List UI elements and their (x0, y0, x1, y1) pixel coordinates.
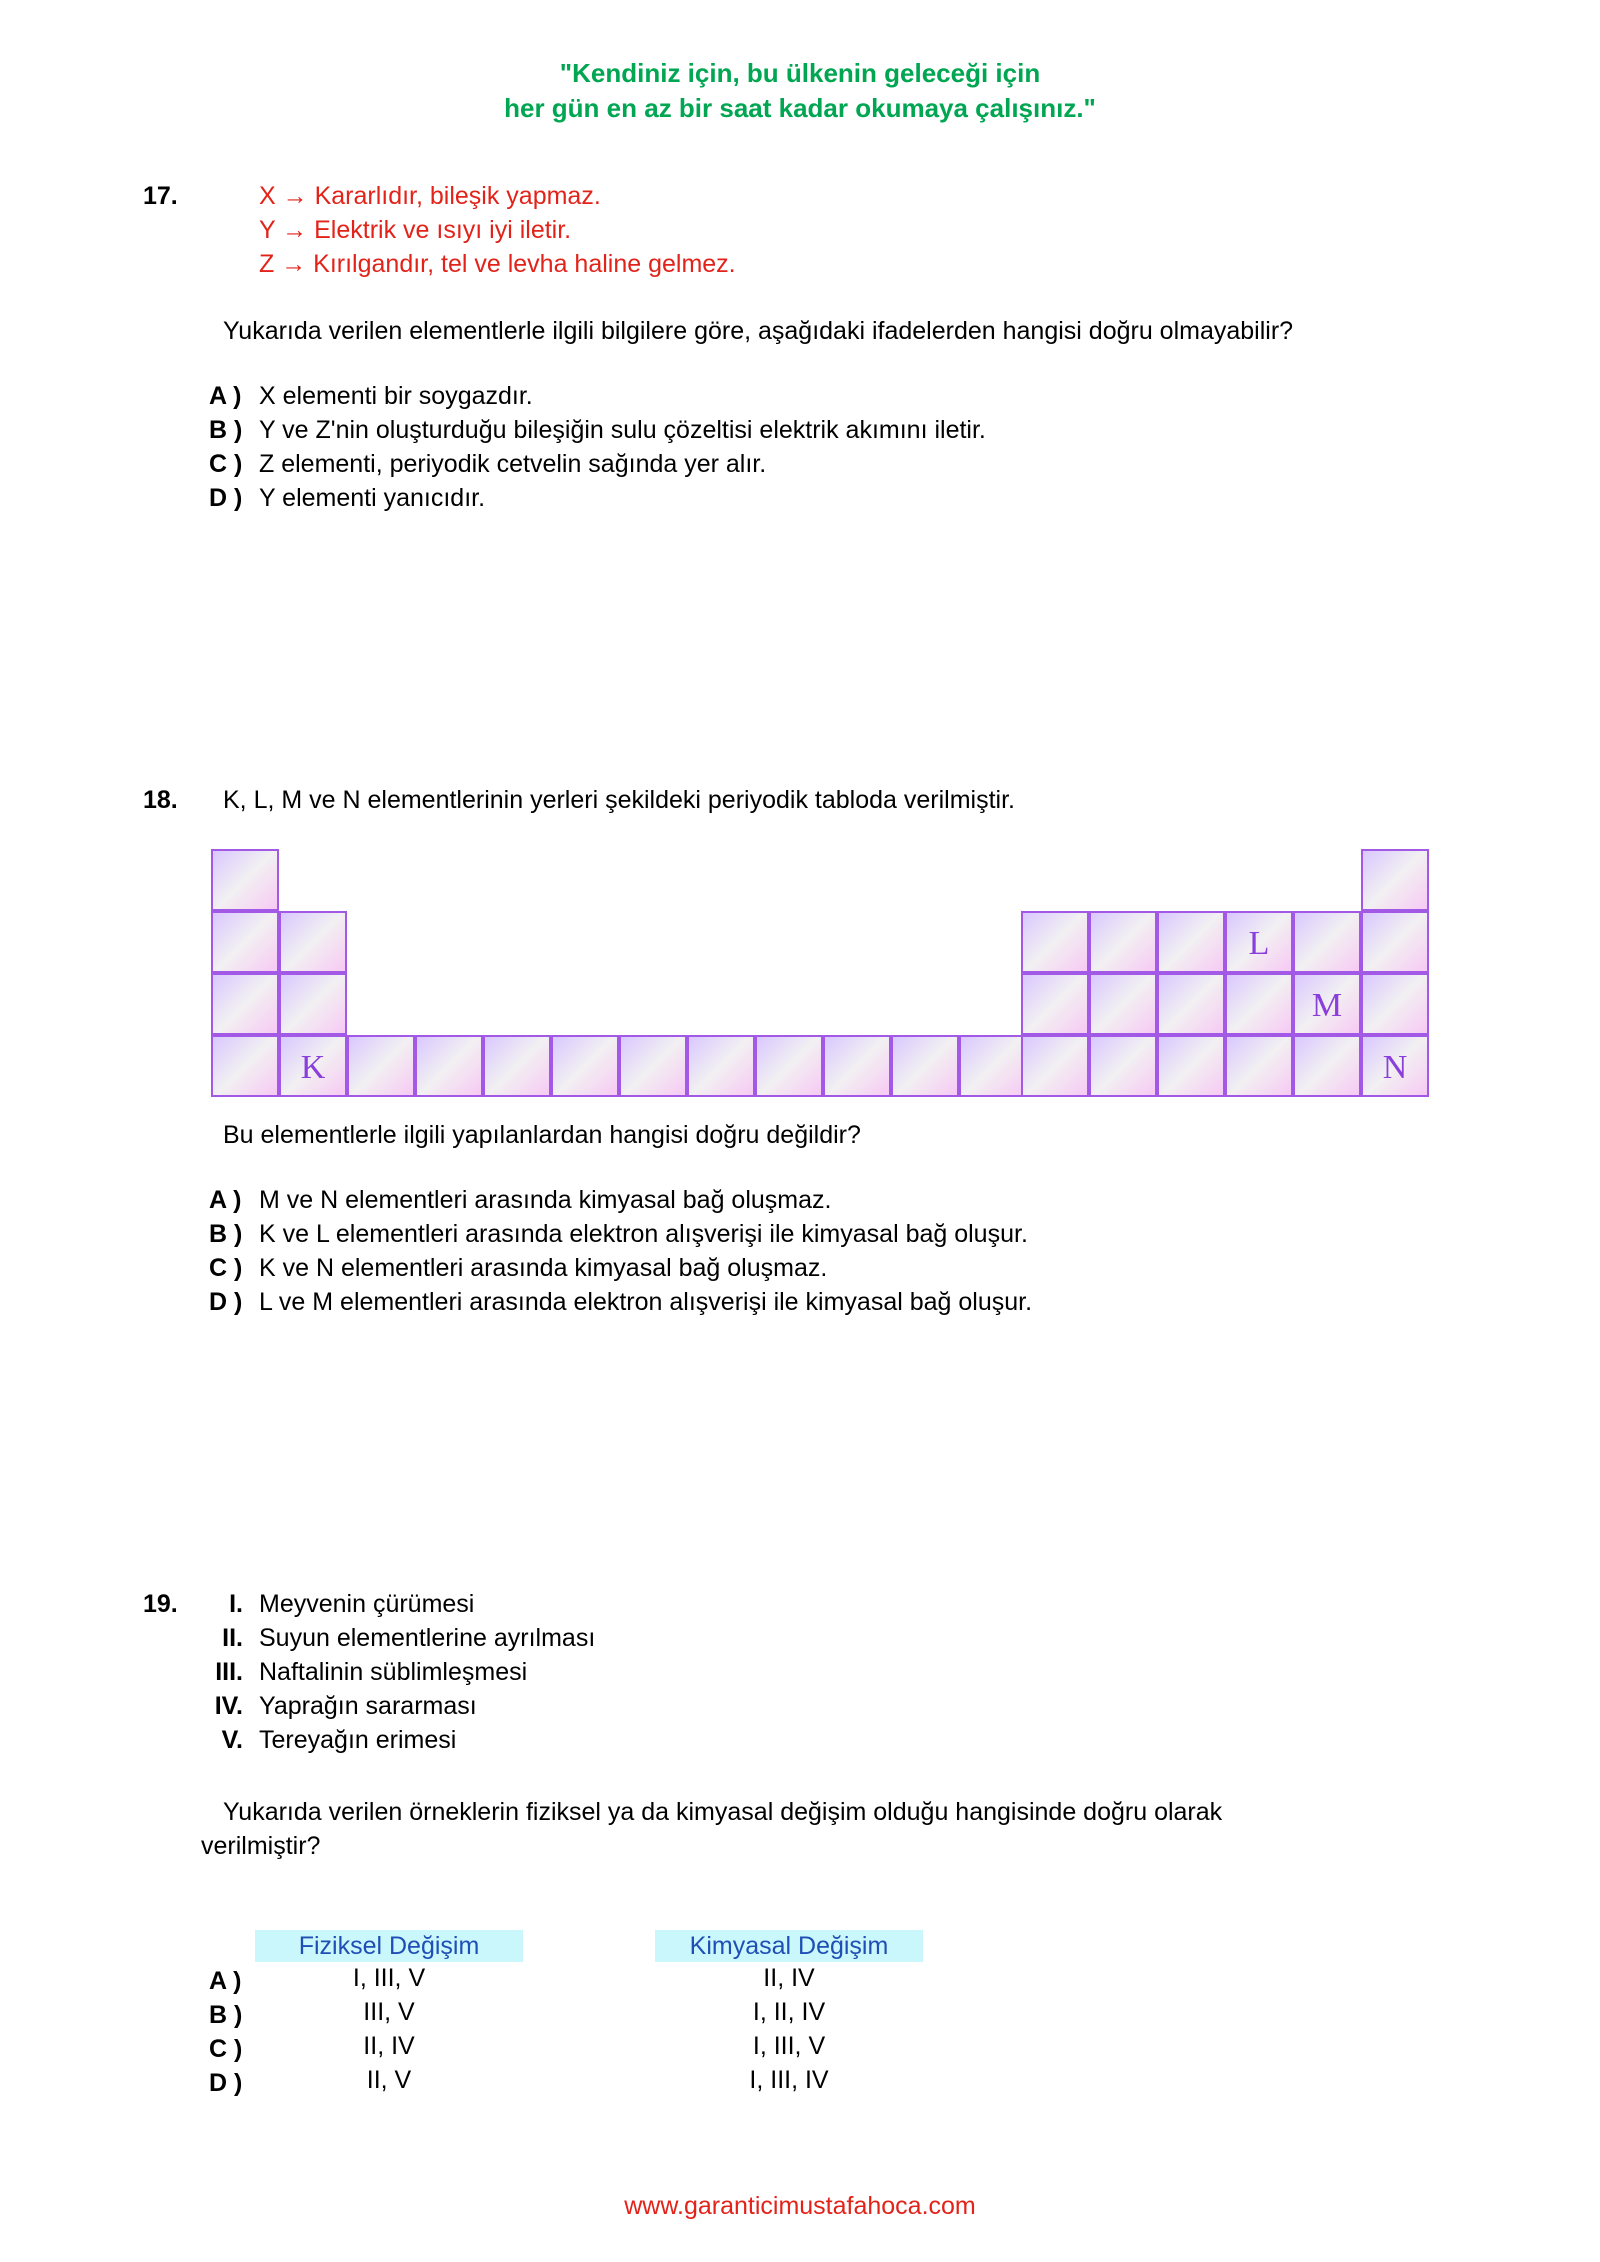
q19-option-b-letter: B ) (209, 2001, 243, 2029)
question-19-number: 19. (143, 1590, 178, 1618)
table-cell (1089, 973, 1157, 1035)
q18-option-d-text: L ve M elementleri arasında elektron alışverişi ile kimyasal bağ oluşur. (259, 1288, 1033, 1316)
q19-item-5-text: Tereyağın erimesi (259, 1726, 457, 1754)
table-cell (891, 1035, 959, 1097)
q18-option-a-text: M ve N elementleri arasında kimyasal bağ oluşmaz. (259, 1186, 832, 1214)
q19-item-4-text: Yaprağın sararması (259, 1692, 477, 1720)
table-cell (347, 1035, 415, 1097)
q17-option-a-letter: A ) (209, 382, 242, 410)
table-cell (1021, 973, 1089, 1035)
table-cell (1293, 1035, 1361, 1097)
q19-item-2-text: Suyun elementlerine ayrılması (259, 1624, 596, 1652)
q19-item-1-roman: I. (229, 1590, 243, 1618)
q17-option-a-text: X elementi bir soygazdır. (259, 382, 533, 410)
table-cell (1361, 911, 1429, 973)
table-cell (1157, 1035, 1225, 1097)
table-cell (211, 911, 279, 973)
q17-option-c-text: Z elementi, periyodik cetvelin sağında yer alır. (259, 450, 767, 478)
table-cell-k (279, 1035, 347, 1097)
motto-line-2: her gün en az bir saat kadar okumaya çalışınız." (504, 93, 1096, 123)
element-label-l: L (1248, 925, 1270, 962)
column-header-physical: Fiziksel Değişim (255, 1930, 523, 1962)
q17-option-c-letter: C ) (209, 450, 243, 478)
table-cell (1293, 911, 1361, 973)
table-cell (211, 849, 279, 911)
table-cell (687, 1035, 755, 1097)
q19-item-2-roman: II. (222, 1624, 243, 1652)
q19-option-a-physical: I, III, V (352, 1964, 426, 1992)
column-header-chemical: Kimyasal Değişim (655, 1930, 923, 1962)
table-cell-l (1225, 911, 1293, 973)
q19-option-c-physical: II, IV (363, 2032, 415, 2060)
q19-option-d-chemical: I, III, IV (749, 2066, 829, 2094)
q19-option-d-letter: D ) (209, 2069, 243, 2097)
q19-option-b-chemical: I, II, IV (752, 1998, 826, 2026)
q19-option-b-physical: III, V (363, 1998, 415, 2026)
q17-option-b-letter: B ) (209, 416, 243, 444)
q18-option-d-letter: D ) (209, 1288, 243, 1316)
element-label-m: M (1311, 987, 1343, 1024)
table-cell (279, 973, 347, 1035)
q19-item-3-text: Naftalinin süblimleşmesi (259, 1658, 528, 1686)
q17-option-d-text: Y elementi yanıcıdır. (259, 484, 486, 512)
q17-option-d-letter: D ) (209, 484, 243, 512)
q19-option-c-chemical: I, III, V (752, 2032, 826, 2060)
question-17-number: 17. (143, 182, 178, 210)
table-cell (959, 1035, 1027, 1097)
q17-question: Yukarıda verilen elementlerle ilgili bilgilere göre, aşağıdaki ifadelerden hangisi doğru olmayabilir? (223, 317, 1294, 345)
table-cell-n (1361, 1035, 1429, 1097)
table-cell-m (1293, 973, 1361, 1035)
q18-option-c-text: K ve N elementleri arasında kimyasal bağ oluşmaz. (259, 1254, 828, 1282)
table-cell (211, 1035, 279, 1097)
q18-option-a-letter: A ) (209, 1186, 242, 1214)
q19-item-1-text: Meyvenin çürümesi (259, 1590, 475, 1618)
table-cell (1225, 973, 1293, 1035)
table-cell (1361, 973, 1429, 1035)
q18-intro: K, L, M ve N elementlerinin yerleri şekildeki periyodik tabloda verilmiştir. (223, 786, 1015, 814)
q18-option-b-text: K ve L elementleri arasında elektron alışverişi ile kimyasal bağ oluşur. (259, 1220, 1028, 1248)
question-18-number: 18. (143, 786, 178, 814)
q19-item-3-roman: III. (215, 1658, 243, 1686)
q18-option-b-letter: B ) (209, 1220, 243, 1248)
table-cell (483, 1035, 551, 1097)
q17-fact-z: Z → Kırılgandır, tel ve levha haline gelmez. (259, 250, 736, 278)
q19-option-d-physical: II, V (366, 2066, 412, 2094)
q19-option-a-letter: A ) (209, 1967, 242, 1995)
table-cell (279, 911, 347, 973)
q19-option-a-chemical: II, IV (763, 1964, 815, 1992)
table-cell (1089, 1035, 1157, 1097)
q19-question-line-2: verilmiştir? (201, 1832, 321, 1860)
q19-item-5-roman: V. (221, 1726, 243, 1754)
q17-fact-y: Y → Elektrik ve ısıyı iyi iletir. (259, 216, 572, 244)
table-cell (1361, 849, 1429, 911)
table-cell (551, 1035, 619, 1097)
q19-question-line-1: Yukarıda verilen örneklerin fiziksel ya da kimyasal değişim olduğu hangisinde doğru olarak (223, 1798, 1223, 1826)
element-label-n: N (1382, 1049, 1408, 1086)
table-cell (755, 1035, 823, 1097)
table-cell (1157, 911, 1225, 973)
table-cell (1157, 973, 1225, 1035)
q19-item-4-roman: IV. (214, 1692, 243, 1720)
table-cell (1225, 1035, 1293, 1097)
table-cell (823, 1035, 891, 1097)
q19-option-c-letter: C ) (209, 2035, 243, 2063)
footer-website-link[interactable]: www.garanticimustafahoca.com (624, 2192, 976, 2220)
element-label-k: K (300, 1049, 326, 1086)
motto-line-1: "Kendiniz için, bu ülkenin geleceği için (559, 58, 1041, 88)
table-cell (1089, 911, 1157, 973)
q18-option-c-letter: C ) (209, 1254, 243, 1282)
q17-option-b-text: Y ve Z'nin oluşturduğu bileşiğin sulu çözeltisi elektrik akımını iletir. (259, 416, 986, 444)
table-cell (619, 1035, 687, 1097)
q18-question: Bu elementlerle ilgili yapılanlardan hangisi doğru değildir? (223, 1121, 861, 1149)
table-cell (415, 1035, 483, 1097)
table-cell (1021, 911, 1089, 973)
table-cell (211, 973, 279, 1035)
table-cell (1021, 1035, 1089, 1097)
q17-fact-x: X → Kararlıdır, bileşik yapmaz. (259, 182, 601, 210)
